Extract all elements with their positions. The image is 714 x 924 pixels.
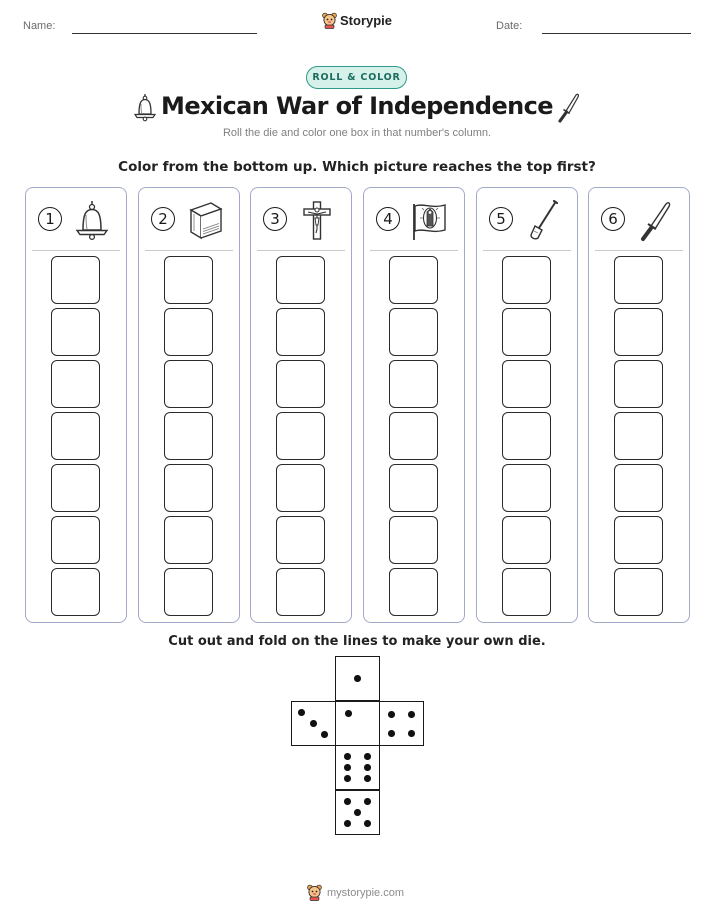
color-box[interactable]	[276, 516, 325, 564]
column-3	[250, 187, 352, 623]
die-face-top[interactable]	[335, 656, 380, 701]
color-box[interactable]	[389, 256, 438, 304]
die-instruction: Cut out and fold on the lines to make your own die.	[168, 634, 546, 649]
footer	[307, 884, 404, 901]
column-divider	[32, 250, 120, 251]
pip	[408, 711, 415, 718]
column-divider	[257, 250, 345, 251]
color-box[interactable]	[502, 412, 551, 460]
book-icon	[185, 198, 225, 242]
die-face-center[interactable]	[335, 701, 380, 746]
column-6	[588, 187, 690, 623]
pip	[354, 809, 361, 816]
machete-icon	[555, 91, 581, 123]
color-box[interactable]	[389, 412, 438, 460]
color-box[interactable]	[164, 360, 213, 408]
brand-logo	[322, 12, 392, 29]
number-badge: 2	[151, 207, 175, 231]
color-box[interactable]	[614, 516, 663, 564]
bell-icon	[131, 92, 159, 122]
guadalupe-banner-icon	[410, 198, 450, 242]
pip	[298, 709, 305, 716]
die-face-bottom[interactable]	[335, 790, 380, 835]
number-badge: 3	[263, 207, 287, 231]
pip	[321, 731, 328, 738]
storypie-mascot-icon	[307, 884, 322, 901]
color-box[interactable]	[502, 464, 551, 512]
column-divider	[370, 250, 458, 251]
pip	[354, 675, 361, 682]
die-face-left[interactable]	[291, 701, 336, 746]
pip	[364, 764, 371, 771]
name-label: Name:	[23, 20, 56, 32]
color-box[interactable]	[614, 360, 663, 408]
pip	[344, 775, 351, 782]
color-box[interactable]	[164, 464, 213, 512]
pip	[344, 798, 351, 805]
column-divider	[595, 250, 683, 251]
color-box[interactable]	[164, 308, 213, 356]
color-box[interactable]	[389, 464, 438, 512]
color-box[interactable]	[389, 516, 438, 564]
pip	[344, 820, 351, 827]
name-line[interactable]	[72, 33, 257, 34]
color-box[interactable]	[614, 256, 663, 304]
column-divider	[145, 250, 233, 251]
color-box[interactable]	[164, 412, 213, 460]
die-face-right[interactable]	[379, 701, 424, 746]
crucifix-icon	[297, 198, 337, 242]
pip	[310, 720, 317, 727]
column-1	[25, 187, 127, 623]
color-box[interactable]	[276, 412, 325, 460]
color-box[interactable]	[389, 360, 438, 408]
color-box[interactable]	[276, 256, 325, 304]
pip	[364, 820, 371, 827]
pip	[364, 753, 371, 760]
pip	[344, 764, 351, 771]
shovel-icon	[523, 198, 563, 242]
color-box[interactable]	[389, 568, 438, 616]
color-box[interactable]	[502, 360, 551, 408]
color-box[interactable]	[51, 464, 100, 512]
color-box[interactable]	[614, 568, 663, 616]
color-box[interactable]	[51, 256, 100, 304]
pip	[364, 798, 371, 805]
brand-name: Storypie	[340, 13, 393, 28]
bell-icon	[72, 198, 112, 242]
machete-icon	[635, 198, 675, 242]
color-box[interactable]	[51, 516, 100, 564]
color-box[interactable]	[614, 308, 663, 356]
color-box[interactable]	[502, 256, 551, 304]
color-box[interactable]	[51, 360, 100, 408]
page-title: Mexican War of Independence	[161, 92, 553, 120]
color-box[interactable]	[389, 308, 438, 356]
color-box[interactable]	[502, 516, 551, 564]
color-box[interactable]	[51, 568, 100, 616]
subtitle: Roll the die and color one box in that number's column.	[222, 127, 492, 139]
color-box[interactable]	[276, 360, 325, 408]
color-box[interactable]	[614, 464, 663, 512]
color-box[interactable]	[164, 516, 213, 564]
storypie-mascot-icon	[322, 12, 337, 29]
color-box[interactable]	[276, 568, 325, 616]
number-badge: 5	[489, 207, 513, 231]
color-box[interactable]	[502, 568, 551, 616]
pip	[344, 753, 351, 760]
number-badge: 1	[38, 207, 62, 231]
pip	[364, 775, 371, 782]
roll-and-color-badge: ROLL & COLOR	[306, 66, 407, 89]
date-line[interactable]	[542, 33, 691, 34]
column-2	[138, 187, 240, 623]
footer-url[interactable]: mystorypie.com	[327, 886, 405, 899]
color-box[interactable]	[276, 464, 325, 512]
date-label: Date:	[496, 20, 523, 32]
number-badge: 6	[601, 207, 625, 231]
column-4	[363, 187, 465, 623]
color-box[interactable]	[276, 308, 325, 356]
color-box[interactable]	[502, 308, 551, 356]
die-face-lower[interactable]	[335, 745, 380, 790]
pip	[388, 730, 395, 737]
column-divider	[483, 250, 571, 251]
pip	[408, 730, 415, 737]
color-box[interactable]	[614, 412, 663, 460]
color-box[interactable]	[51, 308, 100, 356]
color-box[interactable]	[51, 412, 100, 460]
instruction: Color from the bottom up. Which picture reaches the top first?	[118, 159, 596, 175]
number-badge: 4	[376, 207, 400, 231]
column-5	[476, 187, 578, 623]
color-box[interactable]	[164, 256, 213, 304]
pip	[388, 711, 395, 718]
color-box[interactable]	[164, 568, 213, 616]
pip	[345, 710, 352, 717]
